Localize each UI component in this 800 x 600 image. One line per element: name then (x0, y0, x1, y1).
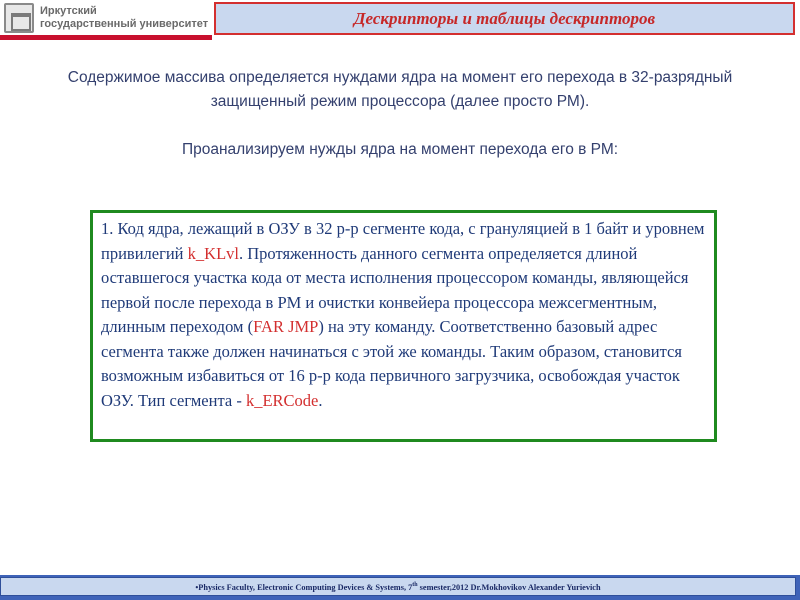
highlighted-content-box (90, 210, 717, 442)
term-k-ercode: k_ERCode (245, 390, 319, 410)
footer-bar (0, 575, 800, 600)
footer-inner (0, 577, 796, 596)
footer-text-after: semester,2012 Dr.Mokhovikov Alexander Yurievich (417, 582, 601, 592)
university-emblem-icon (4, 3, 34, 33)
slide-title-box (214, 2, 795, 35)
intro-paragraph-1: Содержимое массива определяется нуждами ядра на момент его перехода в 32-разрядный защищенный режим процессора (далее просто РМ). (67, 69, 733, 110)
term-k-klvl: k_KLvl (187, 243, 239, 263)
footer-text (195, 582, 600, 592)
intro-paragraph-2: Проанализируем нужды ядра на момент перехода его в РМ: (181, 141, 619, 158)
logo-line-2: государственный университет (40, 18, 209, 30)
intro-text (60, 66, 740, 162)
university-logo (0, 0, 212, 40)
box-text-part-2: . Протяженность данного сегмента определяется длиной оставшегося участка кода от места исполнения процессором команды, являющейся первой после перехода в РМ и очистки конвейера процессора межсегментным, длинным переходом ( (101, 243, 689, 336)
logo-text (40, 5, 208, 31)
box-text-part-3: ) на эту команду. Соответственно базовый адрес сегмента также должен начинаться с этой же команды. Таким образом, становится возможным избавиться от 16 р-р кода первичного загрузчика, освобождая участок ОЗУ. Тип сегмента - (101, 317, 682, 410)
box-text-part-4: . (318, 390, 323, 410)
box-text-part-1: 1. Код ядра, лежащий в ОЗУ в 32 р-р сегменте кода, с грануляцией в 1 байт и уровнем привилегий (101, 219, 705, 263)
slide-title: Дескрипторы и таблицы дескрипторов (353, 8, 656, 28)
term-far-jmp: FAR JMP (253, 317, 319, 336)
logo-line-1: Иркутский (40, 5, 97, 17)
footer-text-before: •Physics Faculty, Electronic Computing Devices & Systems, 7 (195, 582, 413, 592)
footer-text-sup: th (412, 581, 418, 588)
